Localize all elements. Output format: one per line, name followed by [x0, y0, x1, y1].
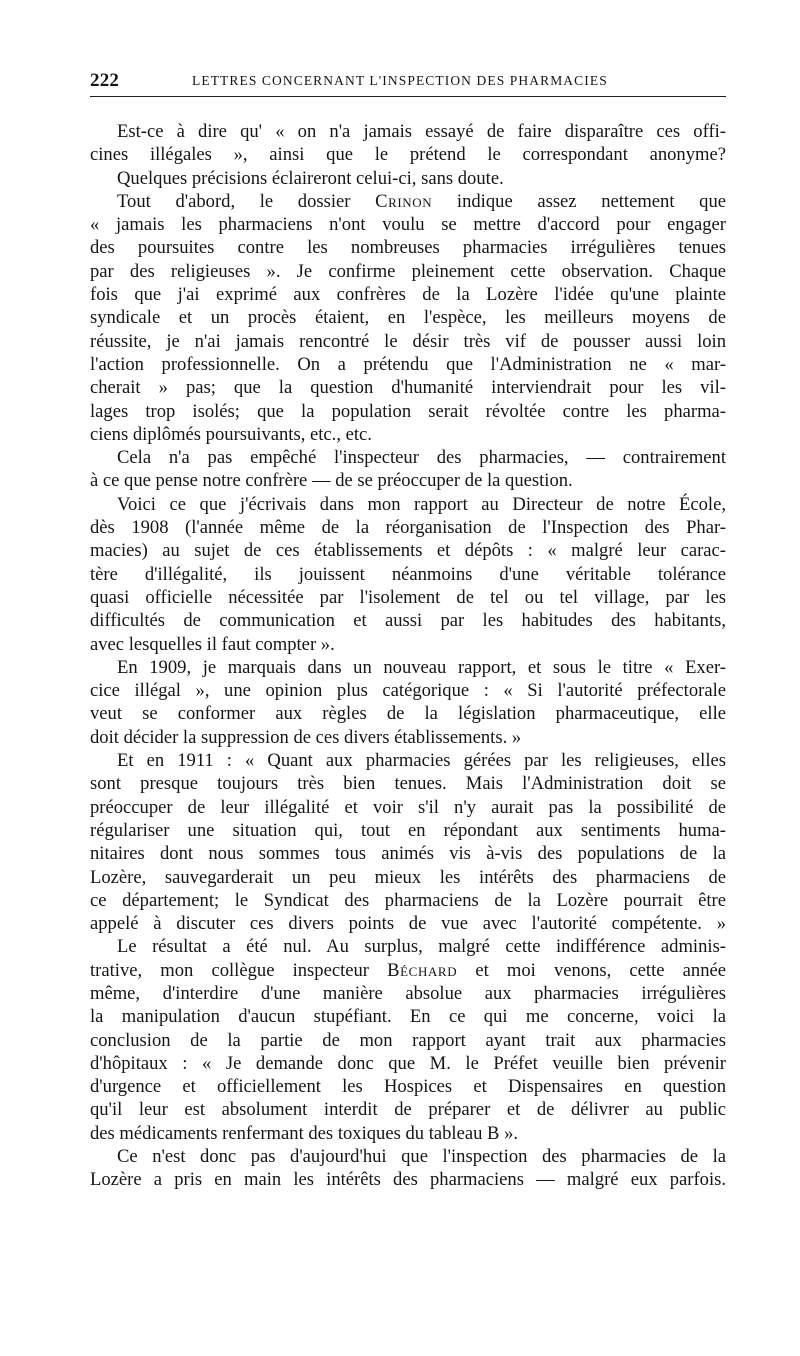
text-line: à ce que pense notre confrère — de se préoccuper de la question.	[90, 470, 573, 492]
text-line: Et en 1911 : « Quant aux pharmacies gérées par les religieuses, elles	[117, 750, 726, 772]
running-title: LETTRES CONCERNANT L'INSPECTION DES PHARMACIES	[192, 73, 608, 88]
running-header	[90, 60, 726, 97]
text-line: réussite, je n'ai jamais rencontré le désir très vif de pousser aussi loin	[90, 330, 726, 352]
text-line: Quelques précisions éclaireront celui-ci, sans doute.	[117, 167, 504, 189]
text-line: des poursuites contre les nombreuses pharmacies irrégulières tenues	[90, 237, 726, 259]
text-line: régulariser une situation qui, tout en répondant aux sentiments huma-	[90, 819, 726, 841]
text-line: la manipulation d'aucun stupéfiant. En ce qui me concerne, voici la	[90, 1006, 726, 1028]
text-line: appelé à discuter ces divers points de vue avec l'autorité compétente. »	[90, 913, 726, 935]
text-line: cice illégal », une opinion plus catégorique : « Si l'autorité préfectorale	[90, 680, 726, 702]
line-text: indique assez nettement que	[432, 190, 726, 212]
text-line: nitaires dont nous sommes tous animés vis à-vis des populations de la	[90, 843, 726, 865]
person-name-bechard: Béchard	[387, 959, 458, 981]
text-line: conclusion de la partie de mon rapport ayant trait aux pharmacies	[90, 1029, 726, 1051]
text-line: syndicale et un procès étaient, en l'espèce, les meilleurs moyens de	[90, 307, 726, 329]
page-number: 222	[90, 70, 120, 91]
text-line: cines illégales », ainsi que le prétend le correspondant anonyme?	[90, 144, 726, 166]
text-line	[90, 959, 726, 982]
text-line: doit décider la suppression de ces divers établissements. »	[90, 726, 522, 748]
text-line: Lozère, sauvegarderait un peu mieux les intérêts des pharmaciens de	[90, 866, 726, 888]
text-line: ciens diplômés poursuivants, etc., etc.	[90, 423, 372, 445]
person-name-crinon: Crinon	[375, 190, 433, 212]
text-line: tère d'illégalité, ils jouissent néanmoins d'une véritable tolérance	[90, 563, 726, 585]
text-line: Le résultat a été nul. Au surplus, malgré cette indifférence adminis-	[117, 936, 726, 958]
line-text: et moi venons, cette année	[457, 959, 726, 981]
text-line: Est-ce à dire qu' « on n'a jamais essayé de faire disparaître ces offi-	[117, 121, 726, 142]
text-line: Lozère a pris en main les intérêts des pharmaciens — malgré eux parfois.	[90, 1169, 726, 1191]
text-line: Voici ce que j'écrivais dans mon rapport au Directeur de notre École,	[117, 493, 726, 515]
text-line: veut se conformer aux règles de la législation pharmaceutique, elle	[90, 703, 726, 725]
text-line: quasi officielle nécessitée par l'isolement de tel ou tel village, par les	[90, 586, 726, 608]
text-line: sont presque toujours très bien tenues. Mais l'Administration doit se	[90, 773, 726, 795]
text-line: ce département; le Syndicat des pharmaciens de la Lozère pourrait être	[90, 889, 726, 911]
text-line: l'action professionnelle. On a prétendu que l'Administration ne « mar-	[90, 353, 726, 375]
line-text: Tout d'abord, le dossier	[117, 190, 376, 212]
text-line: Ce n'est donc pas d'aujourd'hui que l'inspection des pharmacies de la	[117, 1146, 726, 1168]
text-line: Cela n'a pas empêché l'inspecteur des pharmacies, — contrairement	[117, 447, 726, 469]
text-line: préoccuper de leur illégalité et voir s'il n'y aurait pas la possibilité de	[90, 796, 726, 818]
text-line: cherait » pas; que la question d'humanité interviendrait pour les vil-	[90, 377, 726, 399]
text-line: avec lesquelles il faut compter ».	[90, 633, 335, 655]
text-line: d'hôpitaux : « Je demande donc que M. le Préfet veuille bien prévenir	[90, 1052, 726, 1074]
text-line: par des religieuses ». Je confirme pleinement cette observation. Chaque	[90, 260, 726, 282]
text-line: lages trop isolés; que la population serait révoltée contre les pharma-	[90, 400, 726, 422]
body-text	[90, 120, 726, 1192]
text-line: d'urgence et officiellement les Hospices et Dispensaires en question	[90, 1076, 726, 1098]
text-line: « jamais les pharmaciens n'ont voulu se mettre d'accord pour engager	[90, 214, 726, 236]
text-line: difficultés de communication et aussi par les habitudes des habitants,	[90, 610, 726, 632]
text-line	[90, 190, 726, 213]
line-text: trative, mon collègue inspecteur	[90, 959, 388, 981]
text-line: même, d'interdire d'une manière absolue aux pharmacies irrégulières	[90, 982, 726, 1004]
text-line: fois que j'ai exprimé aux confrères de la Lozère l'idée qu'une plainte	[90, 284, 726, 306]
text-line: qu'il leur est absolument interdit de préparer et de délivrer au public	[90, 1099, 726, 1121]
text-line: macies) au sujet de ces établissements et dépôts : « malgré leur carac-	[90, 540, 726, 562]
text-line: En 1909, je marquais dans un nouveau rapport, et sous le titre « Exer-	[117, 656, 726, 678]
text-line: dès 1908 (l'année même de la réorganisation de l'Inspection des Phar-	[90, 517, 726, 539]
text-line: des médicaments renfermant des toxiques du tableau B ».	[90, 1122, 519, 1144]
